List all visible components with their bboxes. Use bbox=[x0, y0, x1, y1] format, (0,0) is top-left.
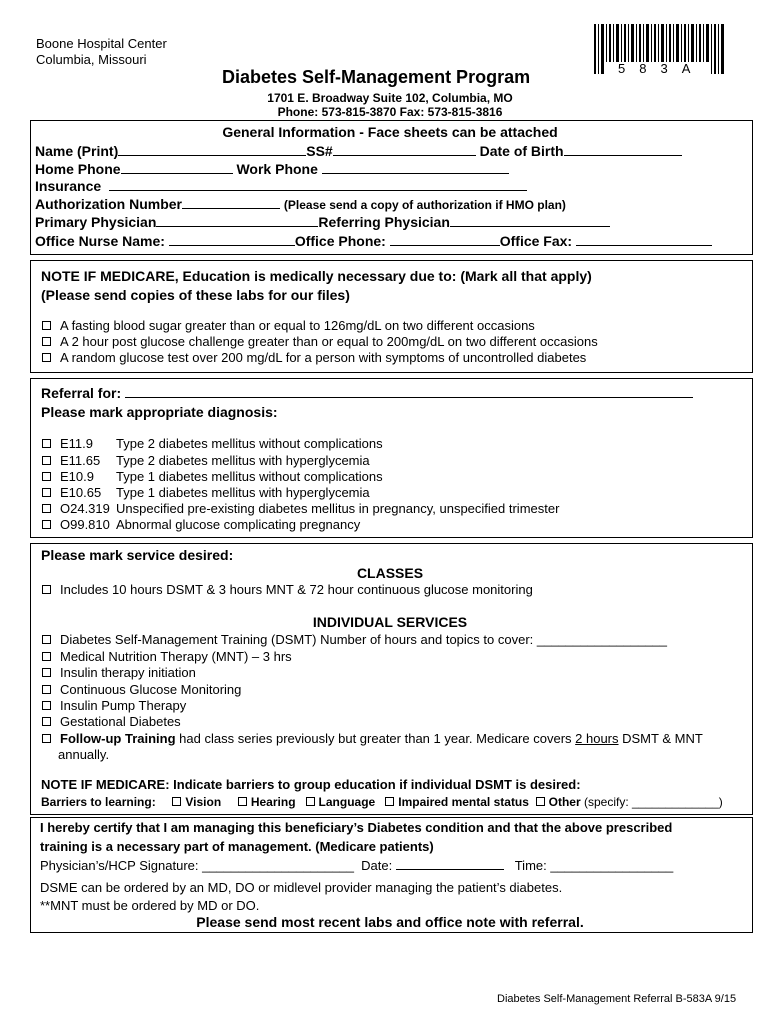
individual-heading: INDIVIDUAL SERVICES bbox=[312, 614, 468, 630]
checkbox[interactable] bbox=[42, 321, 51, 330]
diagnosis-item bbox=[42, 436, 383, 451]
work-phone-field[interactable] bbox=[322, 161, 509, 174]
checkbox[interactable] bbox=[238, 797, 247, 806]
diagnosis-code: O24.319 bbox=[60, 501, 110, 516]
certify-line2: training is a necessary part of management. (Medicare patients) bbox=[40, 839, 434, 854]
checkbox[interactable] bbox=[42, 585, 51, 594]
diagnosis-desc: Abnormal glucose complicating pregnancy bbox=[116, 517, 361, 532]
medicare-note-line2: (Please send copies of these labs for our files) bbox=[41, 287, 350, 303]
followup-label: Follow-up Training bbox=[60, 731, 176, 746]
lab-criteria-item: A 2 hour post glucose challenge greater than or equal to 200mg/dL on two different occasions bbox=[42, 334, 598, 349]
checkbox[interactable] bbox=[172, 797, 181, 806]
checkbox[interactable] bbox=[306, 797, 315, 806]
service-item: Diabetes Self-Management Training (DSMT) Number of hours and topics to cover: __________________ bbox=[42, 632, 667, 647]
authorization-note: (Please send a copy of authorization if HMO plan) bbox=[283, 198, 566, 212]
hospital-city: Columbia, Missouri bbox=[36, 52, 147, 67]
office-row bbox=[35, 233, 712, 249]
diagnosis-title: Please mark appropriate diagnosis: bbox=[41, 404, 278, 420]
authorization-label: Authorization Number bbox=[35, 196, 182, 212]
checkbox[interactable] bbox=[42, 520, 51, 529]
authorization-field[interactable] bbox=[182, 196, 280, 209]
signature-row bbox=[40, 857, 673, 873]
dsme-note: DSME can be ordered by an MD, DO or midlevel provider managing the patient’s diabetes. bbox=[40, 880, 563, 895]
authorization-row bbox=[35, 196, 566, 212]
service-item: Insulin Pump Therapy bbox=[42, 698, 186, 713]
referral-row bbox=[41, 385, 693, 401]
classes-item: Includes 10 hours DSMT & 3 hours MNT & 72 hour continuous glucose monitoring bbox=[42, 582, 533, 597]
referring-physician-label: Referring Physician bbox=[318, 214, 450, 230]
service-item: Medical Nutrition Therapy (MNT) – 3 hrs bbox=[42, 649, 292, 664]
home-phone-field[interactable] bbox=[121, 161, 233, 174]
checkbox[interactable] bbox=[42, 456, 51, 465]
form-id: Diabetes Self-Management Referral B-583A 9/15 bbox=[497, 993, 737, 1005]
service-item: Continuous Glucose Monitoring bbox=[42, 682, 241, 697]
checkbox[interactable] bbox=[42, 353, 51, 362]
work-phone-label: Work Phone bbox=[236, 161, 318, 177]
program-address: 1701 E. Broadway Suite 102, Columbia, MO bbox=[267, 91, 513, 105]
program-phone-fax: Phone: 573-815-3870 Fax: 573-815-3816 bbox=[277, 105, 503, 119]
barcode-digits: 583A bbox=[618, 61, 705, 76]
send-labs-note: Please send most recent labs and office note with referral. bbox=[196, 914, 584, 930]
diagnosis-item bbox=[42, 453, 370, 468]
checkbox[interactable] bbox=[42, 668, 51, 677]
service-item: Insulin therapy initiation bbox=[42, 665, 196, 680]
name-label: Name (Print) bbox=[35, 143, 119, 159]
diagnosis-desc: Type 2 diabetes mellitus without complications bbox=[116, 436, 383, 451]
name-field[interactable] bbox=[118, 143, 306, 156]
barriers-row: Barriers to learning: Vision Hearing Language Impaired mental status Other (specify: _____________) bbox=[41, 795, 723, 809]
primary-physician-label: Primary Physician bbox=[35, 214, 157, 230]
lab-criteria-item: A fasting blood sugar greater than or equal to 126mg/dL on two different occasions bbox=[42, 318, 535, 333]
insurance-field[interactable] bbox=[109, 178, 527, 191]
diagnosis-code: E11.9 bbox=[60, 436, 94, 451]
medicare-note-line1: NOTE IF MEDICARE, Education is medically necessary due to: (Mark all that apply) bbox=[41, 268, 592, 284]
followup-item: Follow-up Training had class series previously but greater than 1 year. Medicare covers 2 hours DSMT & MNT bbox=[42, 731, 703, 746]
office-nurse-label: Office Nurse Name: bbox=[35, 233, 165, 249]
office-fax-field[interactable] bbox=[576, 233, 712, 246]
hospital-name: Boone Hospital Center bbox=[36, 36, 167, 51]
date-field[interactable] bbox=[396, 857, 504, 870]
program-title: Diabetes Self-Management Program bbox=[222, 67, 531, 87]
checkbox[interactable] bbox=[42, 504, 51, 513]
referring-physician-field[interactable] bbox=[450, 214, 610, 227]
classes-heading: CLASSES bbox=[356, 565, 424, 581]
hospital-header bbox=[36, 36, 167, 68]
diagnosis-code: E11.65 bbox=[60, 453, 101, 468]
physician-row bbox=[35, 214, 610, 230]
date-label: Date: bbox=[361, 858, 393, 873]
checkbox[interactable] bbox=[42, 337, 51, 346]
checkbox[interactable] bbox=[42, 685, 51, 694]
barriers-label: Barriers to learning: bbox=[41, 795, 156, 809]
service-item: Gestational Diabetes bbox=[42, 714, 181, 729]
mnt-note: **MNT must be ordered by MD or DO. bbox=[40, 898, 260, 913]
primary-physician-field[interactable] bbox=[156, 214, 318, 227]
checkbox[interactable] bbox=[42, 734, 51, 743]
diagnosis-code: E10.9 bbox=[60, 469, 94, 484]
ss-label: SS# bbox=[306, 143, 333, 159]
other-specify: (specify: _____________) bbox=[583, 795, 723, 809]
checkbox[interactable] bbox=[42, 472, 51, 481]
checkbox[interactable] bbox=[385, 797, 394, 806]
checkbox[interactable] bbox=[42, 635, 51, 644]
lab-criteria-item: A random glucose test over 200 mg/dL for a person with symptoms of uncontrolled diabetes bbox=[42, 350, 586, 365]
office-fax-label: Office Fax: bbox=[499, 233, 573, 249]
home-phone-label: Home Phone bbox=[35, 161, 121, 177]
referral-field[interactable] bbox=[125, 385, 693, 398]
checkbox[interactable] bbox=[42, 701, 51, 710]
diagnosis-item bbox=[42, 485, 370, 500]
checkbox[interactable] bbox=[42, 717, 51, 726]
insurance-row bbox=[35, 178, 527, 194]
diagnosis-code: E10.65 bbox=[60, 485, 102, 500]
office-nurse-field[interactable] bbox=[169, 233, 295, 246]
diagnosis-item bbox=[42, 517, 360, 532]
diagnosis-desc: Unspecified pre-existing diabetes mellitus in pregnancy, unspecified trimester bbox=[116, 501, 560, 516]
diagnosis-desc: Type 1 diabetes mellitus without complications bbox=[116, 469, 383, 484]
dob-field[interactable] bbox=[564, 143, 682, 156]
dob-label: Date of Birth bbox=[479, 143, 564, 159]
diagnosis-item bbox=[42, 469, 383, 484]
signature-label: Physician’s/HCP Signature: _____________________ bbox=[40, 858, 354, 873]
diagnosis-item bbox=[42, 501, 559, 516]
office-phone-field[interactable] bbox=[390, 233, 500, 246]
diagnosis-code: O99.810 bbox=[60, 517, 110, 532]
office-phone-label: Office Phone: bbox=[294, 233, 386, 249]
checkbox[interactable] bbox=[42, 488, 51, 497]
ss-field[interactable] bbox=[333, 143, 476, 156]
services-title: Please mark service desired: bbox=[41, 547, 234, 563]
phone-row bbox=[35, 161, 509, 177]
checkbox[interactable] bbox=[42, 652, 51, 661]
followup-hours: 2 hours bbox=[575, 731, 619, 746]
medicare-barriers-note: NOTE IF MEDICARE: Indicate barriers to group education if individual DSMT is desired: bbox=[41, 777, 581, 792]
checkbox[interactable] bbox=[536, 797, 545, 806]
insurance-label: Insurance bbox=[35, 178, 102, 194]
name-row bbox=[35, 143, 682, 159]
general-info-title: General Information - Face sheets can be attached bbox=[222, 124, 558, 140]
diagnosis-desc: Type 2 diabetes mellitus with hyperglycemia bbox=[116, 453, 370, 468]
followup-annually: annually. bbox=[58, 747, 110, 762]
diagnosis-desc: Type 1 diabetes mellitus with hyperglycemia bbox=[116, 485, 370, 500]
checkbox[interactable] bbox=[42, 439, 51, 448]
certify-line1: I hereby certify that I am managing this beneficiary’s Diabetes condition and that the above prescribed bbox=[40, 820, 673, 835]
time-label: Time: _________________ bbox=[514, 858, 674, 873]
referral-label: Referral for: bbox=[41, 385, 122, 401]
